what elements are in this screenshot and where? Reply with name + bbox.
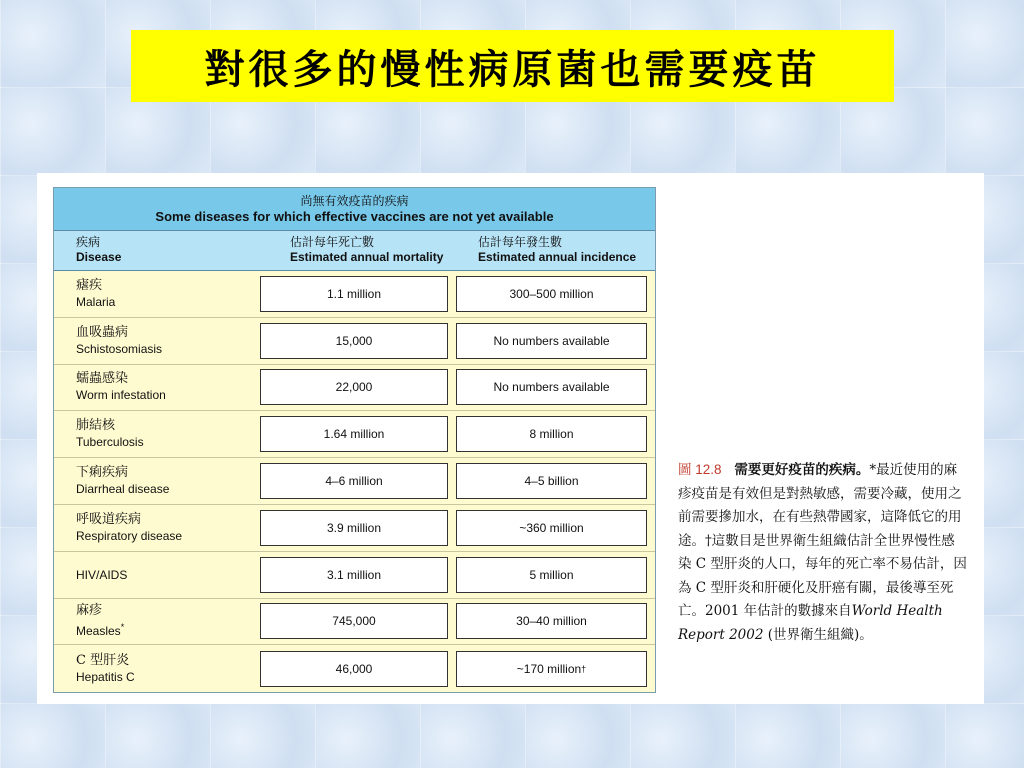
incidence-cell: 8 million: [456, 416, 647, 452]
col-header-mortality-en: Estimated annual mortality: [290, 250, 444, 264]
incidence-cell: 4–5 billion: [456, 463, 647, 499]
table-row: [54, 411, 655, 458]
incidence-cell: 300–500 million: [456, 276, 647, 312]
footnote-mark: *: [120, 622, 125, 633]
table-header-row: [54, 231, 655, 271]
disease-name: [54, 512, 260, 544]
incidence-cell: 5 million: [456, 557, 647, 593]
mortality-cell: 1.64 million: [260, 416, 448, 452]
disease-name: [54, 465, 260, 497]
disease-name: [54, 325, 260, 357]
table-row: [54, 505, 655, 552]
incidence-cell: No numbers available: [456, 323, 647, 359]
figure-panel: [37, 173, 984, 704]
disease-name: [54, 653, 260, 685]
table-row: [54, 458, 655, 505]
table-row: [54, 599, 655, 646]
disease-name: [54, 371, 260, 403]
table-title-en: Some diseases for which effective vaccines are not yet available: [155, 209, 554, 224]
disease-name-zh: 肺結核: [76, 418, 116, 434]
table-row: [54, 318, 655, 365]
table-body: [54, 271, 655, 692]
disease-name-en: Schistosomiasis: [76, 341, 163, 356]
disease-name-zh: 瘧疾: [76, 277, 103, 293]
caption-body: *最近使用的麻疹疫苗是有效但是對熱敏感，需要冷藏，使用之前需要摻加水，在有些熱帶國家，這降低它的用途。†這數目是世界衛生組織估計全世界慢性感染 C 型肝炎的人口，每年的死亡率不易估計，因為 C 型肝炎和肝硬化及肝癌有關，最後導至死亡。2001 年估計的數據來自: [678, 462, 967, 619]
incidence-cell: 30–40 million: [456, 603, 647, 639]
mortality-cell: 3.9 million: [260, 510, 448, 546]
slide-title-box: [131, 30, 894, 102]
disease-name: [54, 418, 260, 450]
disease-table: [53, 187, 656, 693]
incidence-value: ~170 million: [516, 661, 582, 676]
disease-name: [54, 567, 260, 583]
disease-name-zh: 血吸蟲病: [76, 324, 129, 340]
incidence-cell: ~360 million: [456, 510, 647, 546]
table-row: [54, 365, 655, 412]
disease-name-en: Diarrheal disease: [76, 482, 170, 497]
col-header-disease-en: Disease: [76, 250, 122, 264]
disease-name-zh: 下痢疾病: [76, 465, 129, 481]
col-header-incidence-en: Estimated annual incidence: [478, 250, 637, 264]
disease-name-en: Respiratory disease: [76, 528, 183, 543]
disease-name-en: Tuberculosis: [76, 435, 144, 450]
mortality-cell: 3.1 million: [260, 557, 448, 593]
figure-caption: [678, 458, 968, 647]
slide-title: 對很多的慢性病原菌也需要疫苗: [204, 45, 821, 93]
disease-name-en: Hepatitis C: [76, 669, 135, 684]
mortality-cell: 1.1 million: [260, 276, 448, 312]
col-header-incidence-zh: 估計每年發生數: [478, 235, 563, 249]
col-header-disease: [54, 231, 260, 270]
mortality-cell: 745,000: [260, 603, 448, 639]
disease-name-en: Worm infestation: [76, 388, 166, 403]
disease-name-zh: C 型肝炎: [76, 652, 130, 668]
mortality-cell: 22,000: [260, 369, 448, 405]
disease-name-zh: 蠕蟲感染: [76, 371, 129, 387]
disease-name-en: Malaria: [76, 294, 116, 309]
col-header-incidence: [456, 231, 655, 270]
caption-source: World Health Report 2002: [678, 603, 943, 643]
caption-source-tail: (世界衛生組織)。: [763, 626, 873, 643]
footnote-mark: †: [581, 663, 587, 674]
mortality-cell: 15,000: [260, 323, 448, 359]
table-row: [54, 552, 655, 599]
disease-name-zh: 麻疹: [76, 603, 103, 619]
col-header-mortality-zh: 估計每年死亡數: [290, 235, 375, 249]
table-title: [54, 188, 655, 231]
disease-name-en: HIV/AIDS: [76, 567, 128, 582]
table-row: [54, 645, 655, 692]
figure-title: 需要更好疫苗的疾病。: [734, 462, 870, 478]
disease-name: [54, 603, 260, 639]
disease-name-zh: 呼吸道疾病: [76, 511, 142, 527]
disease-name-en: Measles: [76, 624, 121, 639]
figure-number: 圖 12.8: [678, 462, 722, 477]
incidence-cell: No numbers available: [456, 369, 647, 405]
mortality-cell: 4–6 million: [260, 463, 448, 499]
table-title-zh: 尚無有效疫苗的疾病: [300, 194, 409, 208]
table-row: [54, 271, 655, 318]
disease-name: [54, 278, 260, 310]
mortality-cell: 46,000: [260, 651, 448, 687]
incidence-cell: [456, 651, 647, 687]
col-header-mortality: [260, 231, 456, 270]
col-header-disease-zh: 疾病: [76, 235, 101, 249]
